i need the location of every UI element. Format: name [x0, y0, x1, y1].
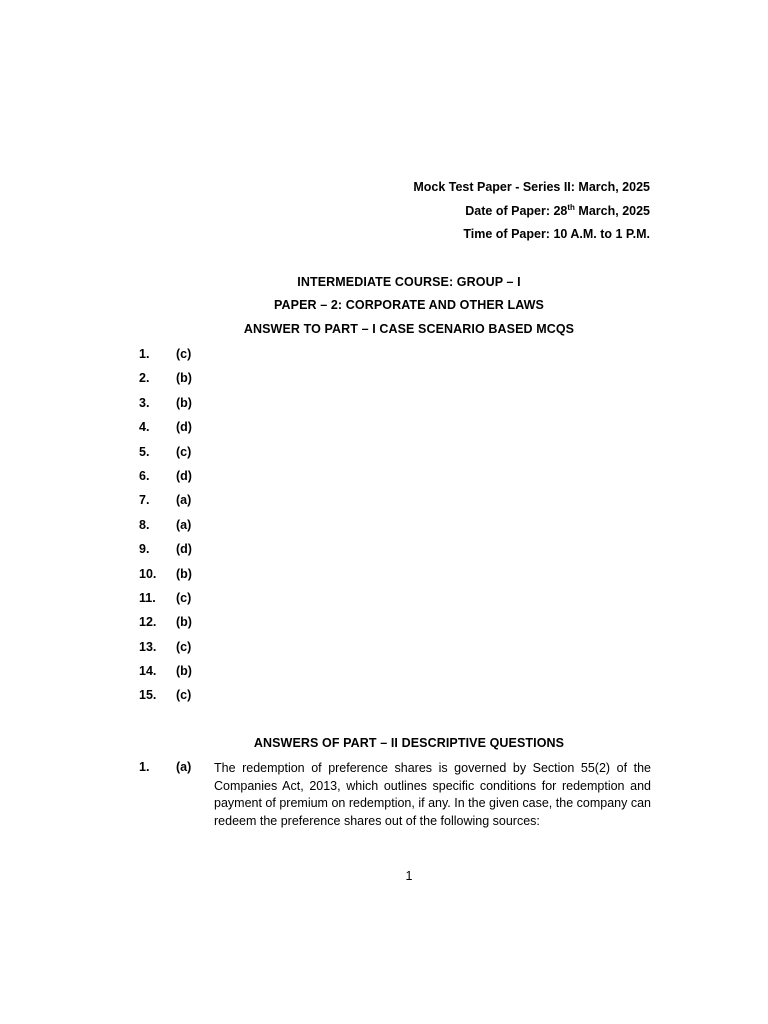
date-prefix: Date of Paper: 28 [465, 203, 568, 218]
mcq-answer: (c) [176, 444, 192, 459]
mcq-answer: (c) [176, 639, 192, 654]
mcq-answer: (d) [176, 542, 192, 557]
question-number: 1. [139, 760, 150, 774]
mcq-answer: (c) [176, 590, 192, 605]
mcq-number: 1. [139, 347, 150, 361]
mcq-answer-item [139, 516, 216, 540]
paper-meta [413, 176, 650, 247]
mcq-answer: (a) [176, 517, 192, 532]
mcq-answer-list [139, 345, 216, 711]
mcq-answer-item [139, 491, 216, 515]
date-of-paper [413, 200, 650, 224]
mcq-answer-item [139, 662, 216, 686]
part1-heading: ANSWER TO PART – I CASE SCENARIO BASED MCQS [243, 322, 575, 336]
mcq-number: 2. [139, 371, 150, 386]
mcq-answer-item [139, 394, 216, 418]
mcq-answer-item [139, 443, 216, 467]
mcq-number: 7. [139, 493, 150, 508]
mcq-answer: (a) [176, 493, 192, 508]
mcq-number: 14. [139, 664, 157, 679]
mcq-answer: (b) [176, 566, 192, 581]
mcq-number: 11. [139, 590, 156, 605]
mcq-number: 12. [139, 615, 157, 630]
mcq-answer: (c) [176, 688, 192, 703]
mock-test-title: Mock Test Paper - Series II: March, 2025 [413, 180, 650, 194]
question-part: (a) [176, 760, 192, 774]
mcq-number: 3. [139, 395, 150, 410]
mcq-answer-item [139, 613, 216, 637]
mcq-answer-item [139, 467, 216, 491]
mcq-number: 5. [139, 444, 150, 459]
mcq-number: 15. [139, 688, 157, 703]
mcq-answer-item [139, 418, 216, 442]
time-of-paper: Time of Paper: 10 A.M. to 1 P.M. [463, 227, 650, 241]
mcq-answer-item [139, 565, 216, 589]
page-number: 1 [405, 869, 413, 883]
part2-heading: ANSWERS OF PART – II DESCRIPTIVE QUESTIONS [253, 736, 565, 750]
mcq-answer: (d) [176, 420, 192, 435]
date-ordinal: th [567, 202, 575, 212]
mcq-answer-item [139, 686, 216, 710]
mcq-answer: (c) [176, 347, 192, 361]
mcq-answer-item [139, 589, 216, 613]
mcq-answer-item [139, 369, 216, 393]
mcq-answer: (b) [176, 615, 192, 630]
mcq-answer-item [139, 638, 216, 662]
mcq-number: 4. [139, 420, 150, 435]
mcq-number: 6. [139, 468, 150, 483]
mcq-number: 10. [139, 566, 157, 581]
course-heading: INTERMEDIATE COURSE: GROUP – I [297, 275, 521, 289]
mcq-answer: (d) [176, 468, 192, 483]
mcq-answer: (b) [176, 395, 192, 410]
mcq-answer-item [139, 345, 216, 369]
mcq-answer: (b) [176, 371, 192, 386]
mcq-number: 8. [139, 517, 150, 532]
date-suffix: March, 2025 [574, 203, 650, 218]
mcq-number: 13. [139, 639, 157, 654]
answer-text: The redemption of preference shares is governed by Section 55(2) of the Companies Act, 2013, which outlines specific conditions for redemption and payment of premium on redemption, if any. In the given case, the company can redeem the preference shares out of the following sources: [214, 761, 651, 828]
mcq-answer-item [139, 540, 216, 564]
mcq-answer: (b) [176, 664, 192, 679]
paper-heading: PAPER – 2: CORPORATE AND OTHER LAWS [274, 298, 544, 312]
mcq-number: 9. [139, 542, 150, 557]
